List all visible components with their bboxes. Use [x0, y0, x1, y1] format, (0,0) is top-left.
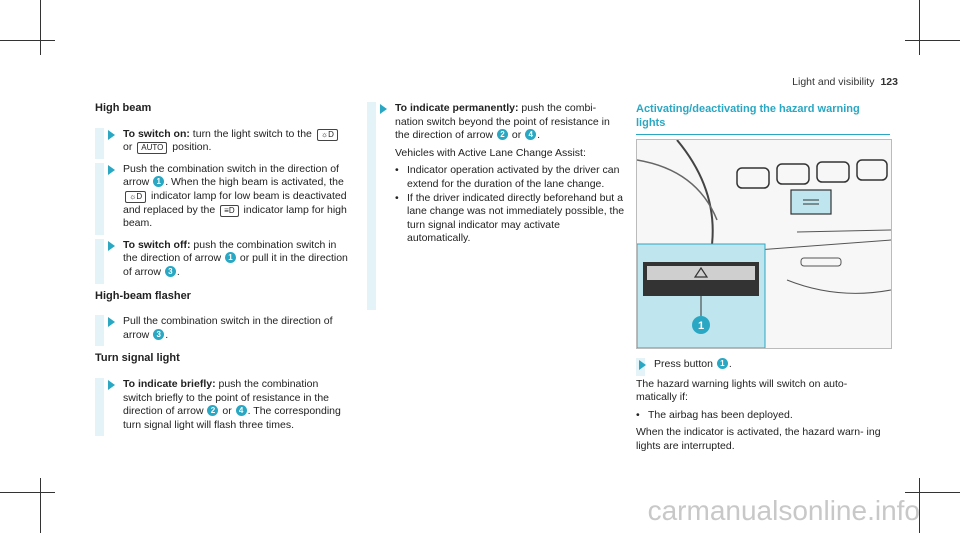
callout-number: 2 [497, 129, 508, 140]
text: push the combination switch briefly to the point of resistance in the direction of arrow [123, 377, 330, 418]
column-2 [367, 102, 625, 312]
text: Press button [654, 358, 713, 370]
text: indicator lamp for high beam. [123, 203, 347, 230]
callout-number: 1 [717, 358, 728, 369]
watermark: carmanualsonline.info [647, 495, 920, 526]
step-arrow-icon [380, 104, 387, 114]
callout-number: 3 [165, 266, 176, 277]
callout-number: 2 [207, 405, 218, 416]
text: position. [172, 141, 212, 154]
step-briefly [95, 378, 350, 432]
list-item: • Indicator operation activated by the driver can extend for the duration of the lane change. [395, 164, 625, 191]
step-switch-off: To switch off: push the combination switch in the direction of arrow 1 or pull it in the direction of arrow 3 . [95, 239, 350, 280]
step-arrow-icon [108, 130, 115, 140]
crop-mark [40, 0, 41, 55]
crop-mark [919, 0, 920, 55]
high-beam-icon: ≡D [220, 205, 238, 217]
step-arrow-icon [108, 317, 115, 327]
page-number: 123 [880, 76, 898, 88]
assist-note: Vehicles with Active Lane Change Assist: [395, 146, 586, 159]
text: or [222, 405, 232, 418]
heading-turn-signal: Turn signal light [95, 352, 180, 365]
callout-number: 4 [525, 129, 536, 140]
auto-light-icon: AUTO [137, 142, 167, 154]
low-beam-icon: ☼D [125, 191, 146, 203]
list-item: • The airbag has been deployed. [636, 409, 890, 423]
callout-number: 4 [236, 405, 247, 416]
auto-text: The hazard warning lights will switch on auto- matically if: [636, 377, 848, 404]
interrupt-text: When the indicator is activated, the hazard warn- ing lights are interrupted. [636, 426, 881, 452]
text: . When the high beam is activated, the [165, 176, 344, 189]
crop-mark [40, 478, 41, 533]
heading-flasher: High-beam flasher [95, 289, 191, 302]
list-item: • If the driver indicated directly beforehand but a lane change was not immediately possible, the turn signal indicator may activate automatically. [395, 192, 625, 246]
step-arrow-icon [108, 165, 115, 175]
text: or [123, 141, 133, 154]
step-arrow-icon [108, 241, 115, 251]
crop-mark [0, 40, 55, 41]
text: indicator lamp for low beam is deactivated and replaced by the [123, 189, 347, 216]
low-beam-icon: ☼D [317, 129, 338, 141]
section-name: Light and visibility [792, 76, 875, 88]
step-flasher: Pull the combination switch in the direction of arrow 3 . [95, 315, 350, 342]
column-1 [95, 102, 350, 438]
text: turn the light switch to the [189, 127, 312, 140]
step-press-button: Press button 1 . [636, 358, 890, 372]
text: push the combination switch in the direction of arrow [123, 238, 337, 265]
hazard-button-highlight [791, 190, 831, 214]
text: or [511, 129, 522, 142]
text: push the combi- nation switch beyond the point of resistance in the direction of arrow [395, 102, 610, 142]
column-3-body [636, 358, 890, 458]
crop-mark [905, 40, 960, 41]
callout-number: 1 [153, 176, 164, 187]
step-arrow-icon [639, 360, 646, 370]
text: Push the combination switch in the direction of arrow [123, 162, 339, 189]
step-push [95, 163, 350, 231]
figure-callout-number: 1 [697, 320, 705, 332]
callout-number: 3 [153, 329, 164, 340]
step-arrow-icon [108, 380, 115, 390]
page-header [792, 76, 898, 88]
crop-mark [905, 492, 960, 493]
label-permanently: To indicate permanently: [395, 102, 519, 114]
label-switch-off: To switch off: [123, 238, 191, 251]
text: Pull the combination switch in the direction of arrow [123, 315, 333, 341]
crop-mark [0, 492, 55, 493]
section-title: Activating/deactivating the hazard warning lights [636, 102, 890, 135]
heading-high-beam: High beam [95, 102, 152, 114]
label-switch-on: To switch on: [123, 127, 190, 140]
step-permanently: To indicate permanently: push the combi- nation switch beyond the point of resistance in the direction of arrow 2 or 4 . Vehicles with Active Lane Change Assist: • Indicator operation activated by the driver can extend for the duration of the lane change. • If the driver indicated directly beforehand but a lane change was not immediately possible, the turn signal indicator may activate automatically. [367, 102, 625, 306]
hazard-button-figure [636, 139, 892, 349]
step-switch-on [95, 128, 350, 155]
text: or pull it in the direction of arrow [123, 252, 348, 278]
callout-number: 1 [225, 252, 236, 263]
dashboard-illustration [637, 140, 891, 348]
label-briefly: To indicate briefly: [123, 377, 216, 390]
text: . The corresponding turn signal light will flash three times. [123, 405, 341, 431]
